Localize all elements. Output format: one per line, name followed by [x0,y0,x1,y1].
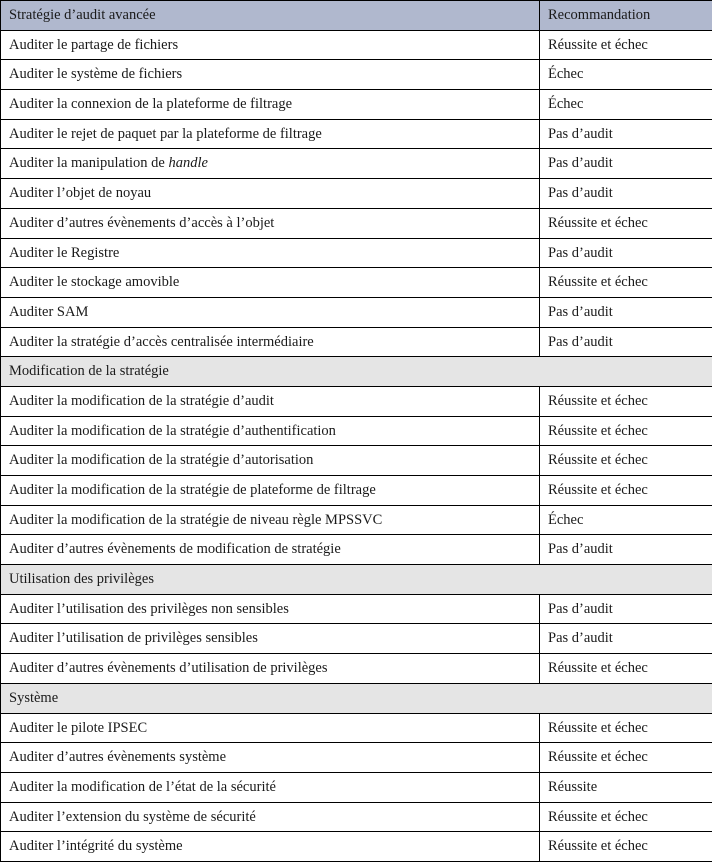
table-row [1,416,712,446]
table-row [1,386,712,416]
table-row [1,90,712,120]
policy-cell: Auditer le système de fichiers [1,60,540,90]
table-header-row [1,1,712,31]
policy-cell: Auditer le Registre [1,238,540,268]
policy-cell: Auditer la modification de l’état de la sécurité [1,772,540,802]
recommendation-cell: Échec [540,90,712,120]
policy-term-emphasis: handle [168,155,207,171]
table-row [1,654,712,684]
recommendation-cell: Réussite et échec [540,654,712,684]
section-header-row [1,357,712,387]
table-row [1,179,712,209]
recommendation-cell: Pas d’audit [540,327,712,357]
table-row [1,594,712,624]
policy-cell: Auditer la stratégie d’accès centralisée intermédiaire [1,327,540,357]
policy-cell: Auditer d’autres évènements de modification de stratégie [1,535,540,565]
policy-text: Auditer la manipulation de [9,155,168,171]
table-row [1,446,712,476]
recommendation-cell: Pas d’audit [540,624,712,654]
table-row [1,238,712,268]
policy-cell: Auditer le stockage amovible [1,268,540,298]
recommendation-cell: Pas d’audit [540,594,712,624]
section-header-label: Utilisation des privilèges [1,565,712,595]
recommendation-cell: Réussite et échec [540,802,712,832]
table-row [1,60,712,90]
table-row [1,268,712,298]
policy-cell: Auditer l’utilisation de privilèges sensibles [1,624,540,654]
table-row [1,476,712,506]
recommendation-cell: Pas d’audit [540,119,712,149]
policy-cell: Auditer l’objet de noyau [1,179,540,209]
policy-cell: Auditer l’intégrité du système [1,832,540,862]
recommendation-cell: Réussite et échec [540,832,712,862]
policy-cell: Auditer la modification de la stratégie d’autorisation [1,446,540,476]
table-row [1,743,712,773]
recommendation-cell: Pas d’audit [540,535,712,565]
policy-cell: Auditer d’autres évènements d’utilisation de privilèges [1,654,540,684]
recommendation-cell: Pas d’audit [540,297,712,327]
policy-cell: Auditer la modification de la stratégie de niveau règle MPSSVC [1,505,540,535]
policy-cell: Auditer d’autres évènements système [1,743,540,773]
recommendation-cell: Échec [540,60,712,90]
section-header-label: Modification de la stratégie [1,357,712,387]
policy-cell [1,149,540,179]
policy-cell: Auditer le rejet de paquet par la plateforme de filtrage [1,119,540,149]
policy-cell: Auditer d’autres évènements d’accès à l’objet [1,208,540,238]
policy-cell: Auditer l’utilisation des privilèges non sensibles [1,594,540,624]
recommendation-cell: Réussite et échec [540,30,712,60]
table-row [1,119,712,149]
column-header-policy: Stratégie d’audit avancée [1,1,540,31]
table-row [1,624,712,654]
policy-cell: Auditer l’extension du système de sécurité [1,802,540,832]
policy-cell: Auditer le partage de fichiers [1,30,540,60]
recommendation-cell: Réussite et échec [540,208,712,238]
policy-cell: Auditer la modification de la stratégie d’authentification [1,416,540,446]
recommendation-cell: Réussite et échec [540,476,712,506]
recommendation-cell: Réussite et échec [540,416,712,446]
table-row [1,535,712,565]
recommendation-cell: Pas d’audit [540,149,712,179]
policy-cell: Auditer la modification de la stratégie de plateforme de filtrage [1,476,540,506]
policy-cell: Auditer la connexion de la plateforme de filtrage [1,90,540,120]
table-row [1,713,712,743]
table-row [1,297,712,327]
table-row [1,772,712,802]
table-row [1,327,712,357]
recommendation-cell: Réussite et échec [540,743,712,773]
section-header-label: Système [1,683,712,713]
policy-cell: Auditer le pilote IPSEC [1,713,540,743]
recommendation-cell: Réussite et échec [540,713,712,743]
table-body [1,30,712,861]
table-row [1,832,712,862]
recommendation-cell: Échec [540,505,712,535]
recommendation-cell: Pas d’audit [540,238,712,268]
recommendation-cell: Réussite [540,772,712,802]
recommendation-cell: Réussite et échec [540,386,712,416]
table-row [1,30,712,60]
recommendation-cell: Réussite et échec [540,268,712,298]
table-row [1,802,712,832]
section-header-row [1,683,712,713]
recommendation-cell: Réussite et échec [540,446,712,476]
table-row [1,208,712,238]
section-header-row [1,565,712,595]
policy-cell: Auditer SAM [1,297,540,327]
policy-cell: Auditer la modification de la stratégie d’audit [1,386,540,416]
table-header [1,1,712,31]
table-row [1,505,712,535]
table-row [1,149,712,179]
column-header-recommendation: Recommandation [540,1,712,31]
recommendation-cell: Pas d’audit [540,179,712,209]
